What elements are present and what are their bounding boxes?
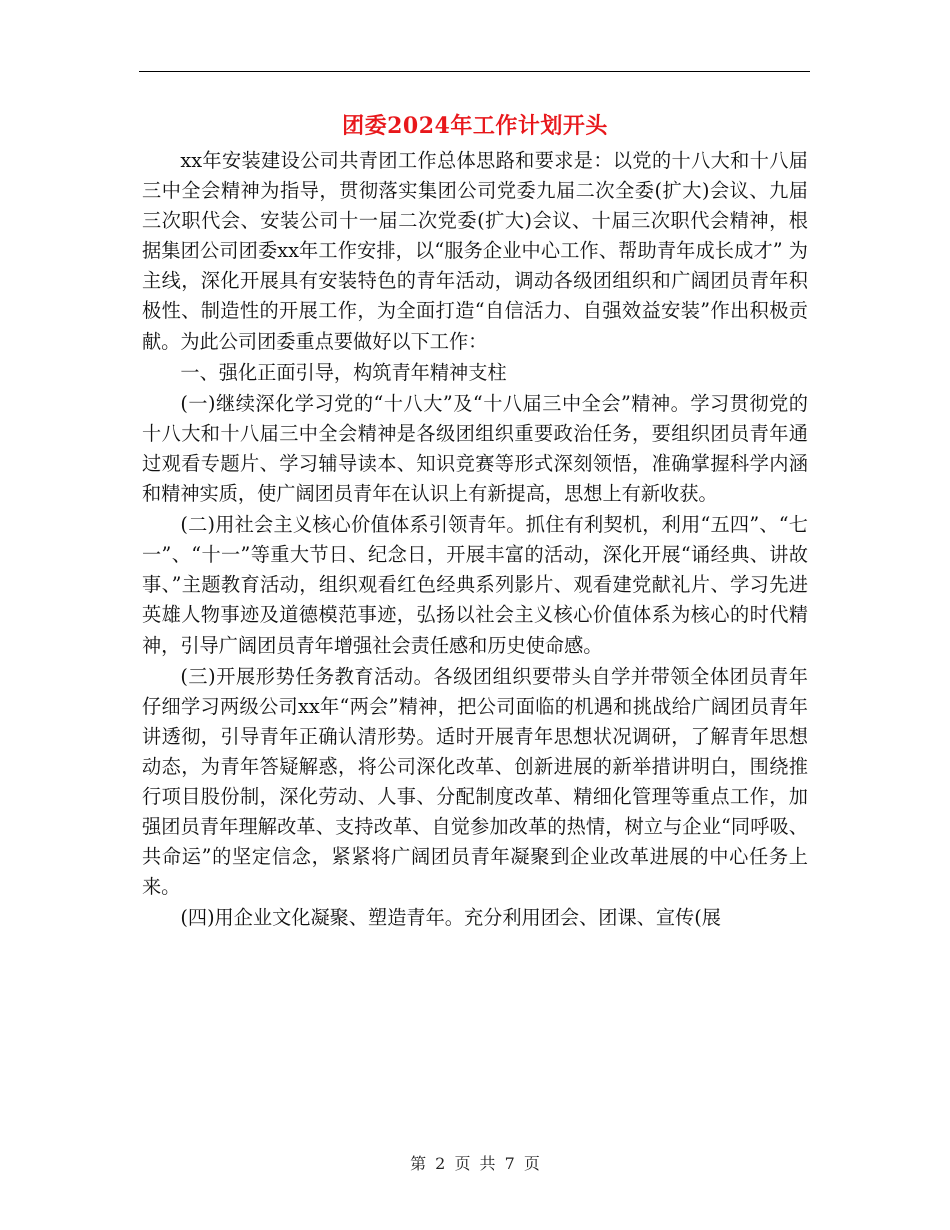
paragraph-item-2: (二)用社会主义核心价值体系引领青年。抓住有利契机，利用“五四”、“七一”、“十一”等重大节日、纪念日，开展丰富的活动，深化开展“诵经典、讲故事、”主题教育活动，组织观看红色经典系列影片、观看建党献礼片、学习先进英雄人物事迹及道德模范事迹，弘扬以社会主义核心价值体系为核心的时代精神，引导广阔团员青年增强社会责任感和历史使命感。 [142,513,808,657]
header-rule [139,71,810,72]
paragraph-intro: xx年安装建设公司共青团工作总体思路和要求是：以党的十八大和十八届三中全会精神为指导，贯彻落实集团公司党委九届二次全委(扩大)会议、九届三次职代会、安装公司十一届二次党委(扩大)会议、十届三次职代会精神，根据集团公司团委xx年工作安排，以“服务企业中心工作、帮助青年成长成才” 为主线，深化开展具有安装特色的青年活动，调动各级团组织和广阔团员青年积极性、制造性的开展工作，为全面打造“自信活力、自强效益安装”作出积极贡献。为此公司团委重点要做好以下工作： [142,149,808,353]
paragraph-item-3: (三)开展形势任务教育活动。各级团组织要带头自学并带领全体团员青年仔细学习两级公司xx年“两会”精神，把公司面临的机遇和挑战给广阔团员青年讲透彻，引导青年正确认清形势。适时开展青年思想状况调研，了解青年思想动态，为青年答疑解惑，将公司深化改革、创新进展的新举措讲明白，围绕推行项目股份制，深化劳动、人事、分配制度改革、精细化管理等重点工作，加强团员青年理解改革、支持改革、自觉参加改革的热情，树立与企业“同呼吸、共命运”的坚定信念，紧紧将广阔团员青年凝聚到企业改革进展的中心任务上来。 [142,664,808,899]
paragraph-item-4: (四)用企业文化凝聚、塑造青年。充分利用团会、团课、宣传(展 [180,906,721,930]
section-heading-1: 一、强化正面引导，构筑青年精神支柱 [180,360,507,384]
paragraph-item-1: (一)继续深化学习党的“十八大”及“十八届三中全会”精神。学习贯彻党的十八大和十八届三中全会精神是各级团组织重要政治任务，要组织团员青年通过观看专题片、学习辅导读本、知识竞赛等形式深刻领悟，准确掌握科学内涵和精神实质，使广阔团员青年在认识上有新提高，思想上有新收获。 [142,391,808,506]
page-number: 第 2 页 共 7 页 [410,1154,540,1173]
document-body [142,146,808,933]
document-title: 团委2024年工作计划开头 [342,113,608,139]
